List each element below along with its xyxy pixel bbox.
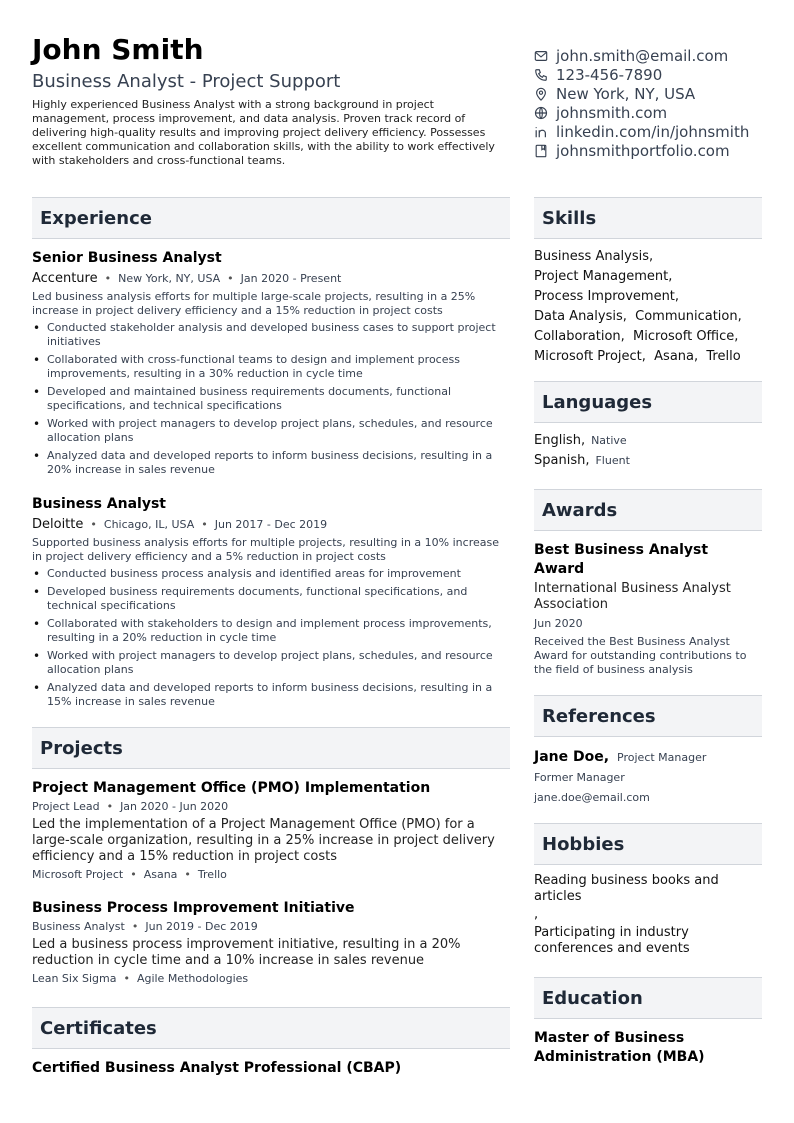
project-dates: Jun 2019 - Dec 2019 — [145, 920, 258, 933]
separator-dot: • — [201, 518, 208, 531]
project-entry — [32, 779, 510, 883]
award-description: Received the Best Business Analyst Award for outstanding contributions to the field of business analysis — [534, 635, 747, 676]
email-text: john.smith@email.com — [556, 46, 729, 65]
resume-header — [32, 32, 512, 168]
references-heading: References — [534, 695, 762, 737]
hobbies-heading: Hobbies — [534, 823, 762, 865]
skill-line: Process Improvement, — [534, 289, 680, 304]
phone-text: 123-456-7890 — [556, 65, 663, 84]
award-date: Jun 2020 — [534, 617, 583, 630]
skill-line: Microsoft Project, Asana, Trello — [534, 349, 741, 364]
list-item: • Worked with project managers to develop project plans, schedules, and resource allocation plans — [32, 417, 510, 445]
portfolio-icon — [534, 144, 548, 158]
job-location: New York, NY, USA — [118, 272, 221, 285]
project-description: Led a business process improvement initiative, resulting in a 20% reduction in cycle time and a 10% increase in sales revenue — [32, 937, 461, 968]
candidate-title: Business Analyst - Project Support — [32, 71, 341, 92]
job-bullets — [32, 567, 510, 709]
list-item: • Conducted stakeholder analysis and developed business cases to support project initiatives — [32, 321, 510, 349]
hobby-item: Reading business books and articles — [534, 873, 719, 904]
job-company: Deloitte — [32, 517, 84, 532]
language-level: Native — [591, 434, 627, 447]
tag: Lean Six Sigma — [32, 972, 117, 985]
language-name: Spanish, — [534, 453, 590, 468]
reference-position: Project Manager — [617, 751, 707, 764]
skills-heading: Skills — [534, 197, 762, 239]
contact-website[interactable] — [534, 103, 774, 122]
reference-name: Jane Doe, — [534, 749, 610, 765]
language-name: English, — [534, 433, 586, 448]
separator-dot: • — [131, 920, 139, 933]
project-description: Led the implementation of a Project Management Office (PMO) for a large-scale organization, resulting in a 25% increase in project delivery efficiency and a 15% reduction in project costs — [32, 817, 495, 864]
project-role: Project Lead — [32, 800, 100, 813]
project-dates: Jan 2020 - Jun 2020 — [120, 800, 229, 813]
job-location: Chicago, IL, USA — [103, 518, 195, 531]
separator-dot: • — [130, 868, 137, 881]
separator-dot: • — [184, 868, 191, 881]
experience-heading: Experience — [32, 197, 510, 239]
list-item: • Analyzed data and developed reports to inform business decisions, resulting in a 20% increase in sales revenue — [32, 449, 510, 477]
language-item — [534, 431, 762, 451]
profile-summary: Highly experienced Business Analyst with a strong background in project management, process improvement, and data analysis. Proven track record of delivering high-quality results and improving project delivery efficiency. Possesses excellent communication and collaboration skills, with the ability to work effectively with stakeholders and cross-functional teams. — [32, 98, 495, 167]
list-item: • Analyzed data and developed reports to inform business decisions, resulting in a 15% increase in sales revenue — [32, 681, 510, 709]
map-pin-icon — [534, 87, 548, 101]
hobby-item: Participating in industry conferences and events — [534, 925, 690, 956]
language-item — [534, 451, 762, 471]
languages-heading: Languages — [534, 381, 762, 423]
job-summary: Led business analysis efforts for multiple large-scale projects, resulting in a 25% increase in project delivery efficiency and a 15% reduction in project costs — [32, 290, 476, 317]
skills-list — [534, 247, 762, 367]
language-level: Fluent — [595, 454, 630, 467]
globe-icon — [534, 106, 548, 120]
portfolio-text: johnsmithportfolio.com — [556, 141, 730, 160]
education-degree: Master of Business Administration (MBA) — [534, 1030, 705, 1065]
candidate-name: John Smith — [32, 33, 204, 66]
list-item: • Developed and maintained business requirements documents, functional specifications, and technical specifications — [32, 385, 510, 413]
skill-line: Data Analysis, Communication, — [534, 309, 742, 324]
job-company: Accenture — [32, 271, 98, 286]
tag: Microsoft Project — [32, 868, 124, 881]
project-meta — [32, 799, 510, 815]
projects-heading: Projects — [32, 727, 510, 769]
mail-icon — [534, 49, 548, 63]
contact-linkedin[interactable] — [534, 122, 774, 141]
award-organization: International Business Analyst Association — [534, 581, 731, 612]
tag: Trello — [197, 868, 227, 881]
linkedin-icon — [534, 125, 548, 139]
website-text: johnsmith.com — [556, 103, 668, 122]
tag: Asana — [143, 868, 178, 881]
certificates-heading: Certificates — [32, 1007, 510, 1049]
job-dates: Jun 2017 - Dec 2019 — [214, 518, 328, 531]
job-summary: Supported business analysis efforts for multiple projects, resulting in a 10% increase in project delivery efficiency and a 5% reduction in project costs — [32, 536, 499, 563]
skill-line: Collaboration, Microsoft Office, — [534, 329, 739, 344]
project-tags — [32, 971, 510, 987]
project-tags — [32, 867, 510, 883]
job-bullets — [32, 321, 510, 477]
project-title: Business Process Improvement Initiative — [32, 900, 355, 916]
hobbies-list — [534, 873, 762, 957]
contact-location — [534, 84, 774, 103]
skill-line: Project Management, — [534, 269, 673, 284]
separator-dot: • — [106, 800, 114, 813]
contact-phone[interactable] — [534, 65, 774, 84]
project-entry — [32, 899, 510, 987]
hobby-separator: , — [534, 907, 539, 922]
list-item: • Developed business requirements documents, functional specifications, and technical specifications — [32, 585, 510, 613]
job-entry — [32, 495, 510, 709]
awards-heading: Awards — [534, 489, 762, 531]
job-entry — [32, 249, 510, 477]
reference-relation: Former Manager — [534, 771, 625, 784]
project-meta — [32, 919, 510, 935]
list-item: • Collaborated with cross-functional teams to design and implement process improvements, resulting in a 30% reduction in cycle time — [32, 353, 510, 381]
job-dates: Jan 2020 - Present — [240, 272, 342, 285]
job-title: Business Analyst — [32, 496, 166, 512]
linkedin-text: linkedin.com/in/johnsmith — [556, 122, 750, 141]
reference-entry — [534, 749, 762, 765]
list-item: • Collaborated with stakeholders to design and implement process improvements, resulting in a 20% reduction in cycle time — [32, 617, 510, 645]
separator-dot: • — [104, 272, 112, 285]
location-text: New York, NY, USA — [556, 84, 696, 103]
main-column — [32, 197, 510, 1077]
separator-dot: • — [123, 972, 130, 985]
languages-list — [534, 431, 762, 471]
skill-line: Business Analysis, — [534, 249, 654, 264]
list-item: • Worked with project managers to develop project plans, schedules, and resource allocation plans — [32, 649, 510, 677]
contact-portfolio[interactable] — [534, 141, 774, 160]
certificate-title: Certified Business Analyst Professional (CBAP) — [32, 1060, 402, 1076]
phone-icon — [534, 68, 548, 82]
separator-dot: • — [90, 518, 97, 531]
education-heading: Education — [534, 977, 762, 1019]
contact-email[interactable] — [534, 46, 774, 65]
separator-dot: • — [227, 272, 234, 285]
job-meta — [32, 270, 510, 288]
reference-email[interactable]: jane.doe@email.com — [534, 791, 650, 804]
sidebar-column — [534, 197, 762, 1067]
award-title: Best Business Analyst Award — [534, 542, 709, 577]
contact-list — [534, 46, 774, 160]
job-title: Senior Business Analyst — [32, 250, 222, 266]
project-role: Business Analyst — [32, 920, 125, 933]
project-title: Project Management Office (PMO) Implementation — [32, 780, 431, 796]
list-item: • Conducted business process analysis and identified areas for improvement — [32, 567, 510, 581]
job-meta — [32, 516, 510, 534]
tag: Agile Methodologies — [136, 972, 249, 985]
